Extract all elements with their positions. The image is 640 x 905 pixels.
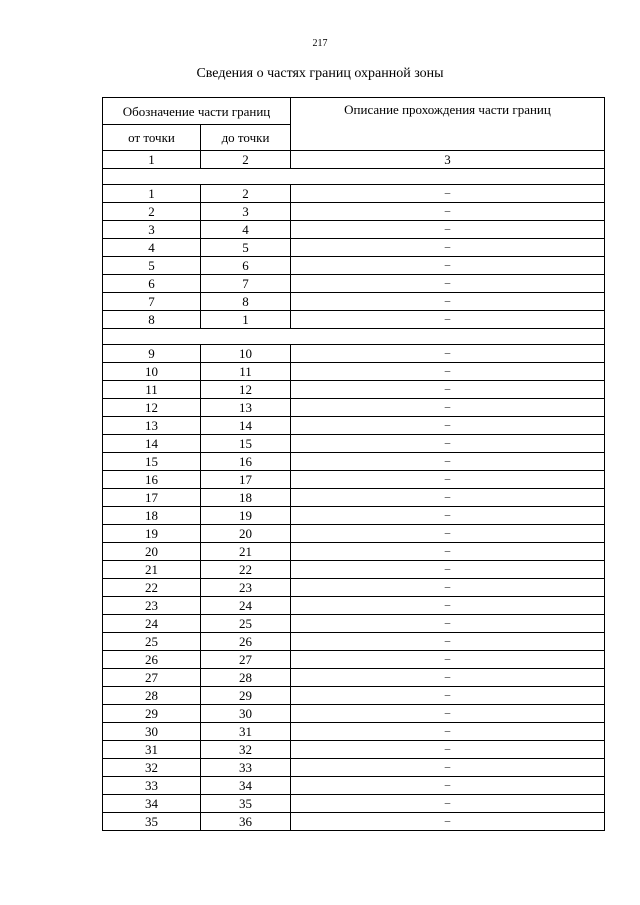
description-cell: – [291,543,605,561]
from-point-cell: 7 [103,293,201,311]
description-cell: – [291,363,605,381]
table-row [103,203,605,221]
to-point-cell: 12 [201,381,291,399]
table-row [103,399,605,417]
table-row [103,633,605,651]
to-point-cell: 29 [201,687,291,705]
description-cell: – [291,239,605,257]
from-point-cell: 34 [103,795,201,813]
section-separator [103,169,605,185]
to-point-cell: 3 [201,203,291,221]
description-cell: – [291,561,605,579]
from-point-cell: 10 [103,363,201,381]
header-boundary-description: Описание прохождения части границ [291,98,605,151]
from-point-cell: 13 [103,417,201,435]
to-point-cell: 36 [201,813,291,831]
from-point-cell: 17 [103,489,201,507]
table-row [103,615,605,633]
to-point-cell: 32 [201,741,291,759]
from-point-cell: 33 [103,777,201,795]
table-row [103,597,605,615]
table-row [103,741,605,759]
from-point-cell: 35 [103,813,201,831]
table-row [103,435,605,453]
table-row [103,453,605,471]
table-row [103,561,605,579]
to-point-cell: 20 [201,525,291,543]
table-row [103,311,605,329]
description-cell: – [291,705,605,723]
to-point-cell: 22 [201,561,291,579]
table-row [103,471,605,489]
to-point-cell: 17 [201,471,291,489]
header-boundary-designation: Обозначение части границ [103,98,291,125]
table-row [103,687,605,705]
to-point-cell: 16 [201,453,291,471]
table-row [103,381,605,399]
to-point-cell: 8 [201,293,291,311]
to-point-cell: 27 [201,651,291,669]
description-cell: – [291,381,605,399]
column-number: 2 [201,151,291,169]
to-point-cell: 5 [201,239,291,257]
table-row [103,669,605,687]
to-point-cell: 34 [201,777,291,795]
from-point-cell: 1 [103,185,201,203]
table-row [103,651,605,669]
description-cell: – [291,435,605,453]
to-point-cell: 25 [201,615,291,633]
header-to-point: до точки [201,125,291,151]
boundary-parts-table [102,97,605,831]
table-row [103,525,605,543]
from-point-cell: 15 [103,453,201,471]
description-cell: – [291,741,605,759]
table-row [103,813,605,831]
from-point-cell: 16 [103,471,201,489]
to-point-cell: 6 [201,257,291,275]
from-point-cell: 5 [103,257,201,275]
table-row [103,759,605,777]
table-row [103,239,605,257]
table-row [103,777,605,795]
from-point-cell: 31 [103,741,201,759]
from-point-cell: 25 [103,633,201,651]
from-point-cell: 4 [103,239,201,257]
to-point-cell: 14 [201,417,291,435]
table-row [103,543,605,561]
description-cell: – [291,651,605,669]
description-cell: – [291,311,605,329]
from-point-cell: 29 [103,705,201,723]
from-point-cell: 2 [103,203,201,221]
to-point-cell: 15 [201,435,291,453]
to-point-cell: 28 [201,669,291,687]
from-point-cell: 11 [103,381,201,399]
from-point-cell: 23 [103,597,201,615]
to-point-cell: 35 [201,795,291,813]
to-point-cell: 1 [201,311,291,329]
section-separator-row [103,329,605,345]
from-point-cell: 3 [103,221,201,239]
description-cell: – [291,275,605,293]
from-point-cell: 27 [103,669,201,687]
from-point-cell: 14 [103,435,201,453]
to-point-cell: 13 [201,399,291,417]
to-point-cell: 30 [201,705,291,723]
page-number: 217 [312,38,328,49]
description-cell: – [291,489,605,507]
description-cell: – [291,453,605,471]
to-point-cell: 2 [201,185,291,203]
to-point-cell: 23 [201,579,291,597]
section-separator [103,329,605,345]
description-cell: – [291,723,605,741]
table-row [103,363,605,381]
to-point-cell: 11 [201,363,291,381]
to-point-cell: 21 [201,543,291,561]
from-point-cell: 9 [103,345,201,363]
from-point-cell: 19 [103,525,201,543]
column-number-row [103,151,605,169]
document-title: Сведения о частях границ охранной зоны [196,66,444,81]
from-point-cell: 24 [103,615,201,633]
description-cell: – [291,417,605,435]
to-point-cell: 24 [201,597,291,615]
table-body [103,169,605,831]
table-row [103,705,605,723]
from-point-cell: 21 [103,561,201,579]
table-row [103,257,605,275]
from-point-cell: 30 [103,723,201,741]
description-cell: – [291,813,605,831]
section-separator-row [103,169,605,185]
table-row [103,417,605,435]
description-cell: – [291,687,605,705]
description-cell: – [291,795,605,813]
description-cell: – [291,759,605,777]
to-point-cell: 10 [201,345,291,363]
to-point-cell: 31 [201,723,291,741]
from-point-cell: 18 [103,507,201,525]
table-row [103,579,605,597]
to-point-cell: 26 [201,633,291,651]
to-point-cell: 33 [201,759,291,777]
header-from-point: от точки [103,125,201,151]
from-point-cell: 12 [103,399,201,417]
description-cell: – [291,399,605,417]
table-row [103,221,605,239]
table-row [103,489,605,507]
table-row [103,795,605,813]
to-point-cell: 18 [201,489,291,507]
from-point-cell: 8 [103,311,201,329]
description-cell: – [291,185,605,203]
table-row [103,345,605,363]
from-point-cell: 28 [103,687,201,705]
table-row [103,507,605,525]
to-point-cell: 7 [201,275,291,293]
from-point-cell: 26 [103,651,201,669]
description-cell: – [291,221,605,239]
description-cell: – [291,633,605,651]
column-number: 1 [103,151,201,169]
description-cell: – [291,345,605,363]
to-point-cell: 4 [201,221,291,239]
table-row [103,275,605,293]
from-point-cell: 22 [103,579,201,597]
table-row [103,723,605,741]
description-cell: – [291,777,605,795]
description-cell: – [291,257,605,275]
to-point-cell: 19 [201,507,291,525]
description-cell: – [291,579,605,597]
description-cell: – [291,203,605,221]
from-point-cell: 20 [103,543,201,561]
description-cell: – [291,669,605,687]
description-cell: – [291,293,605,311]
description-cell: – [291,615,605,633]
table-header [103,98,605,169]
description-cell: – [291,597,605,615]
description-cell: – [291,507,605,525]
from-point-cell: 32 [103,759,201,777]
description-cell: – [291,471,605,489]
table-row [103,185,605,203]
column-number: 3 [291,151,605,169]
from-point-cell: 6 [103,275,201,293]
table-row [103,293,605,311]
description-cell: – [291,525,605,543]
